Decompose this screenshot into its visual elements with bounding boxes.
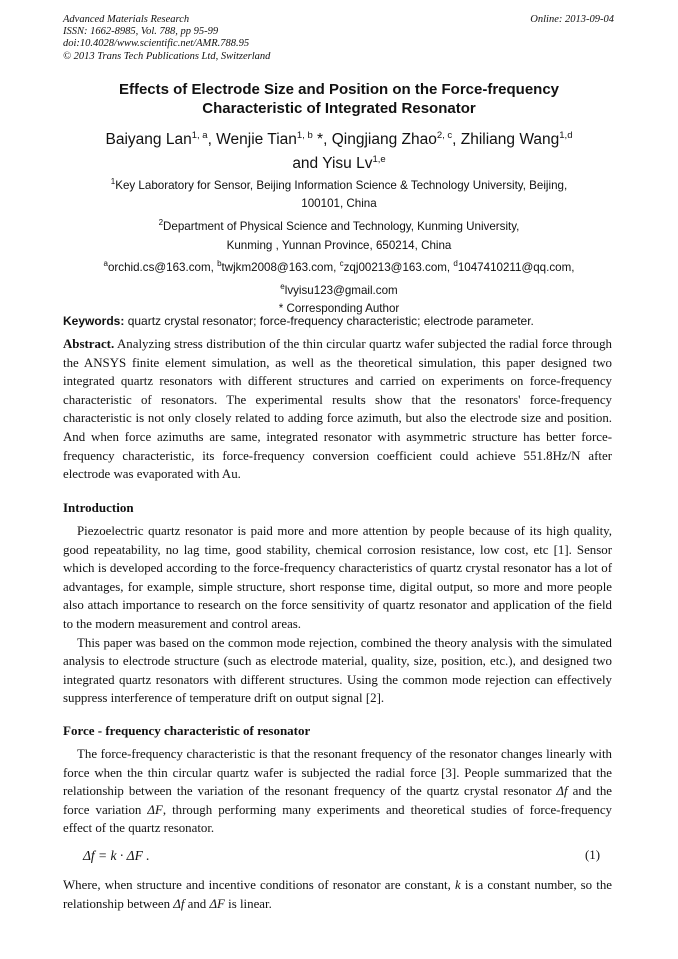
- intro-body: [63, 522, 612, 708]
- author-sup: 1, b: [296, 130, 313, 141]
- email-link[interactable]: zqj00213@163.com,: [343, 260, 454, 274]
- title-line-2: Characteristic of Integrated Resonator: [202, 100, 476, 117]
- intro-paragraph-1: Piezoelectric quartz resonator is paid more and more attention by people because of its high quality, good repeatability, no lag time, good stability, chemical corrosion resistance, low cost, etc [1]. Sensor which is developed according to the force-frequency characteristics of quartz crystal resonator has a lot of advantages, for example, simple structure, short response time, digital output, so more and more people also attach importance to research on the force sensitivity of quartz resonator and application of the field to the modern measurement and control areas.: [63, 524, 612, 631]
- journal-name: Advanced Materials Research: [63, 14, 190, 25]
- affiliation-sup: 2: [158, 218, 164, 228]
- author-sup: 1,d: [559, 130, 573, 141]
- ffc-text: The force-frequency characteristic is that the resonant frequency of the resonator changes linearly with force when the thin circular quartz wafer is subjected the radial force [3]. People summarized that the relationship between the variation of the resonant frequency of the quartz crystal resonator: [63, 747, 612, 799]
- section-heading-introduction: Introduction: [63, 500, 134, 515]
- ffc-text: is a constant number, so the relationship between: [63, 878, 612, 911]
- ffc-text: , through performing many experiments and theoretical studies of force-frequency effect of the quartz resonator.: [63, 802, 612, 836]
- section-heading-force-frequency: Force - frequency characteristic of resonator: [63, 723, 311, 738]
- author-name: *, Qingjiang Zhao: [312, 131, 437, 149]
- email-line-2: [60, 278, 618, 300]
- copyright-line: © 2013 Trans Tech Publications Ltd, Switzerland: [63, 50, 271, 62]
- author-name: , Zhiliang Wang: [452, 131, 560, 149]
- email-link[interactable]: orchid.cs@163.com,: [107, 260, 218, 274]
- doi-line: doi:10.4028/www.scientific.net/AMR.788.95: [63, 38, 250, 50]
- ffc-text: Where, when structure and incentive conditions of resonator are constant,: [63, 878, 455, 892]
- ffc-text: is linear.: [224, 896, 272, 911]
- author-list: [60, 126, 618, 174]
- math-k: k: [454, 878, 461, 892]
- math-delta-f: Δf: [556, 784, 568, 799]
- ffc-text: and the force variation: [63, 784, 612, 817]
- email-link[interactable]: twjkm2008@163.com,: [221, 260, 340, 274]
- affiliation-2-cont: Kunming , Yunnan Province, 650214, China: [226, 238, 452, 252]
- ffc-paragraph-2: [63, 876, 612, 913]
- affiliation-1-cont: 100101, China: [301, 197, 377, 211]
- email-sup: c: [339, 259, 344, 269]
- keywords-label: Keywords:: [63, 314, 125, 328]
- paper-title: [60, 80, 618, 118]
- journal-header: [63, 14, 270, 63]
- email-sup: b: [217, 259, 222, 269]
- author-sup: 1, a: [191, 130, 208, 141]
- author-name: and Yisu Lv: [292, 155, 373, 173]
- affiliation-sup: 1: [110, 177, 116, 186]
- math-delta-F: ΔF: [209, 896, 225, 911]
- issn-line: ISSN: 1662-8985, Vol. 788, pp 95-99: [63, 26, 219, 38]
- abstract-label: Abstract.: [63, 337, 115, 351]
- online-date: Online: 2013-09-04: [530, 14, 614, 25]
- math-delta-F: ΔF: [147, 802, 163, 817]
- email-sup: a: [103, 259, 108, 269]
- ffc-text: and: [184, 896, 210, 911]
- author-sup: 2, c: [436, 130, 453, 141]
- affiliation-text: Key Laboratory for Sensor, Beijing Information Science & Technology University, Beijing,: [115, 178, 568, 192]
- email-sup: e: [280, 281, 285, 291]
- author-sup: 1,e: [372, 154, 386, 166]
- author-name: , Wenjie Tian: [207, 131, 297, 149]
- email-link[interactable]: lvyisu123@gmail.com: [284, 283, 398, 297]
- affiliation-1: [60, 173, 618, 195]
- equation-formula: Δf = k · ΔF .: [83, 848, 150, 863]
- ffc-paragraph-1: [63, 745, 612, 838]
- affiliation-text: Department of Physical Science and Technology, Kunming University,: [163, 219, 520, 233]
- abstract: [63, 335, 612, 484]
- title-line-1: Effects of Electrode Size and Position on the Force-frequency: [118, 81, 560, 98]
- email-link[interactable]: 1047410211@qq.com,: [457, 260, 575, 274]
- keywords: [63, 314, 534, 328]
- affiliation-2: [60, 214, 618, 236]
- intro-paragraph-2: This paper was based on the common mode rejection, combined the theory analysis with the simulated analysis to electrode structure (such as electrode material, quality, size, position, etc.), and designed two integrated quartz resonators with different structures. Using the common mode rejection can effectively suppress interference of temperature drift on output signal [2].: [63, 635, 612, 706]
- abstract-text: Analyzing stress distribution of the thin circular quartz wafer subjected the radial force through the ANSYS finite element simulation, as well as the theoretical simulation, this paper designed two integrated quartz resonators with different structures and carried on experiments on force-frequency characteristic of resonators. The experimental results show that the resonators' force-frequency characteristic is not only closely related to adding force azimuth, but also the electrode size and position. And when force azimuths are same, integrated resonator with asymmetric structure has better force-frequency characteristic, its force-frequency conversion coefficient could achieve 551.8Hz/N after electrode was evaporated with Au.: [63, 337, 612, 482]
- math-delta-f: Δf: [173, 896, 185, 911]
- affiliations: [60, 173, 618, 319]
- corresponding-author-note: * Corresponding Author: [278, 302, 400, 315]
- keywords-text: quartz crystal resonator; force-frequency characteristic; electrode parameter.: [124, 314, 534, 328]
- author-name: Baiyang Lan: [105, 131, 192, 149]
- equation-number: (1): [584, 848, 600, 862]
- email-line: [60, 255, 618, 277]
- email-sup: d: [453, 259, 458, 269]
